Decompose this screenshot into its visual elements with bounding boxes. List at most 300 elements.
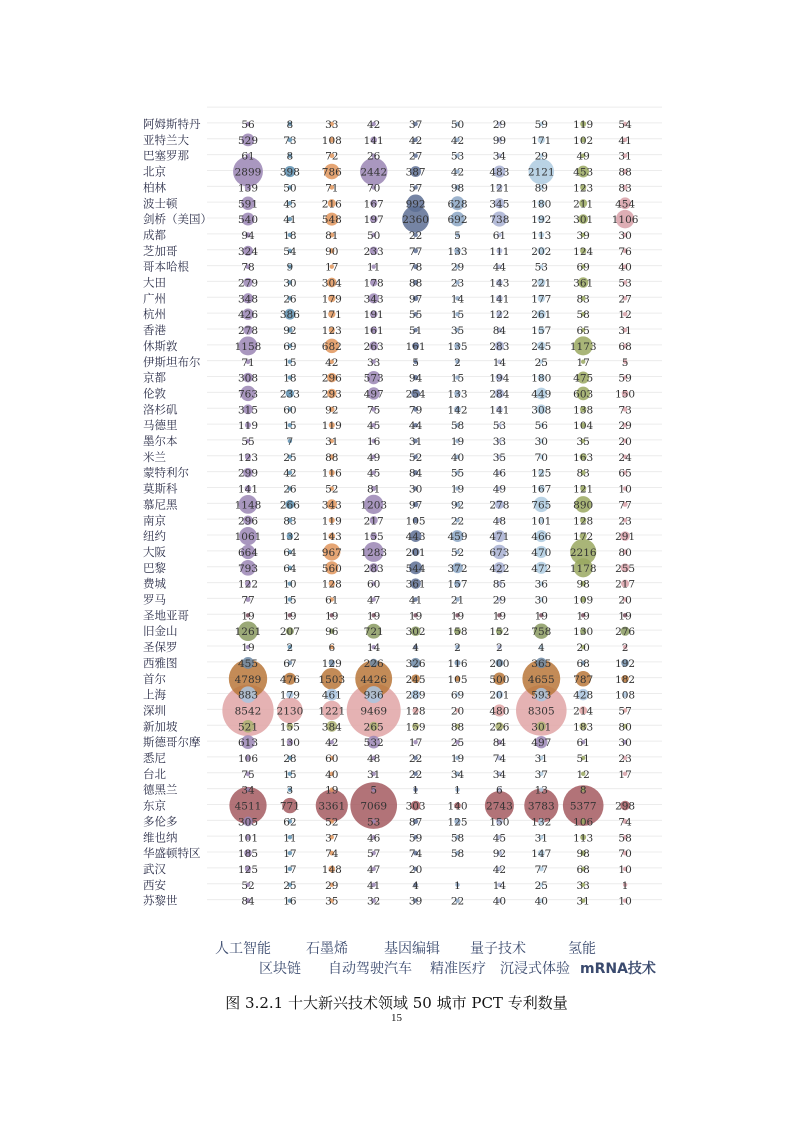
value-label: 19 [325, 784, 339, 797]
value-label: 30 [534, 436, 548, 448]
value-label: 31 [534, 753, 548, 765]
value-label: 128 [321, 578, 342, 591]
value-label: 53 [618, 277, 632, 290]
legend-label: 沉浸式体验 [500, 961, 570, 977]
value-label: 163 [573, 451, 594, 464]
value-label: 1503 [318, 673, 346, 686]
legend-label: 石墨烯 [306, 941, 348, 957]
value-label: 14 [492, 879, 507, 892]
value-label: 161 [363, 325, 384, 338]
value-label: 738 [489, 214, 510, 227]
city-label: 成都 [143, 227, 166, 242]
value-label: 303 [405, 800, 426, 813]
value-label: 245 [405, 673, 426, 686]
page-number: 15 [391, 1012, 402, 1024]
value-label: 119 [573, 119, 594, 131]
value-label: 97 [408, 499, 423, 512]
value-label: 721 [363, 626, 384, 639]
value-label: 185 [237, 848, 259, 861]
value-label: 74 [492, 753, 507, 765]
city-label: 大田 [143, 275, 166, 290]
value-label: 83 [618, 182, 632, 195]
value-label: 19 [492, 610, 507, 623]
value-label: 42 [492, 863, 507, 876]
value-label: 84 [492, 325, 507, 338]
value-label: 8542 [234, 705, 262, 718]
value-label: 42 [325, 737, 339, 750]
value-label: 22 [408, 753, 423, 765]
value-label: 470 [531, 546, 552, 559]
value-label: 55 [450, 467, 465, 480]
value-label: 31 [408, 436, 423, 448]
value-label: 10 [618, 483, 632, 496]
value-label: 217 [615, 578, 636, 591]
value-label: 16 [367, 436, 381, 448]
value-label: 58 [618, 832, 632, 845]
value-label: 69 [576, 261, 590, 274]
value-label: 560 [321, 562, 342, 575]
value-label: 39 [408, 895, 423, 908]
value-label: 19 [283, 610, 297, 623]
value-label: 72 [325, 150, 339, 163]
value-label: 345 [489, 198, 510, 211]
value-label: 326 [405, 657, 426, 670]
value-label: 453 [573, 166, 594, 179]
value-label: 19 [576, 610, 590, 623]
value-label: 75 [241, 768, 255, 781]
value-label: 2442 [360, 166, 388, 179]
value-label: 42 [408, 134, 423, 147]
value-label: 22 [408, 229, 423, 242]
value-label: 449 [531, 388, 552, 401]
value-label: 2 [454, 642, 461, 655]
value-label: 202 [531, 245, 552, 258]
value-label: 59 [618, 372, 632, 385]
value-label: 45 [492, 832, 507, 845]
value-label: 23 [618, 753, 632, 765]
value-label: 84 [241, 895, 255, 908]
value-label: 25 [450, 737, 465, 750]
value-label: 12 [618, 309, 632, 322]
value-label: 9 [286, 261, 294, 274]
value-label: 141 [237, 483, 259, 496]
value-label: 97 [408, 293, 423, 306]
value-label: 58 [450, 832, 465, 845]
value-label: 308 [531, 404, 552, 417]
value-label: 77 [241, 594, 255, 607]
value-label: 24 [618, 451, 632, 464]
value-label: 5 [370, 784, 378, 797]
city-label: 伊斯坦布尔 [143, 354, 201, 369]
value-label: 10 [618, 895, 632, 908]
value-label: 664 [237, 546, 259, 559]
value-label: 787 [573, 673, 594, 686]
value-label: 308 [237, 372, 259, 385]
legend-label: 氢能 [568, 941, 596, 957]
value-label: 106 [237, 753, 259, 765]
value-label: 64 [283, 546, 297, 559]
value-label: 23 [450, 277, 465, 290]
value-label: 74 [408, 848, 423, 861]
value-label: 16 [283, 895, 297, 908]
value-label: 471 [489, 531, 510, 544]
value-label: 593 [531, 689, 552, 702]
value-label: 132 [531, 816, 552, 829]
value-label: 2 [621, 642, 629, 655]
value-label: 182 [615, 673, 636, 686]
value-label: 201 [489, 689, 510, 702]
value-label: 289 [405, 689, 426, 702]
value-label: 85 [492, 578, 507, 591]
value-label: 119 [321, 420, 342, 433]
value-label: 58 [576, 309, 590, 322]
value-label: 19 [450, 753, 465, 765]
value-label: 26 [367, 150, 381, 163]
value-label: 40 [534, 895, 548, 908]
value-label: 150 [489, 816, 510, 829]
city-label: 南京 [143, 513, 166, 528]
value-label: 278 [489, 499, 510, 512]
value-label: 52 [325, 816, 339, 829]
value-label: 87 [408, 816, 423, 829]
value-label: 130 [573, 626, 594, 639]
value-label: 88 [618, 166, 632, 179]
value-label: 65 [618, 467, 632, 480]
value-label: 4511 [234, 800, 262, 813]
value-label: 8 [286, 119, 294, 131]
city-label: 西雅图 [143, 655, 178, 670]
value-label: 398 [279, 166, 300, 179]
value-label: 428 [573, 689, 594, 702]
value-label: 64 [283, 562, 297, 575]
value-label: 29 [492, 119, 507, 131]
city-label: 圣地亚哥 [143, 608, 189, 623]
value-label: 27 [618, 293, 632, 306]
city-label: 旧金山 [143, 624, 178, 639]
value-label: 123 [573, 182, 594, 195]
value-label: 216 [321, 198, 342, 211]
value-label: 20 [408, 863, 423, 876]
value-label: 98 [450, 182, 465, 195]
value-label: 121 [573, 483, 594, 496]
value-label: 15 [283, 768, 297, 781]
value-label: 141 [363, 134, 384, 147]
city-label: 维也纳 [143, 830, 178, 845]
city-label: 斯德哥尔摩 [143, 735, 201, 750]
value-label: 497 [531, 737, 552, 750]
value-label: 3783 [527, 800, 555, 813]
value-label: 1158 [234, 340, 262, 353]
value-label: 99 [492, 134, 507, 147]
value-label: 1261 [234, 626, 262, 639]
city-label: 德黑兰 [143, 782, 178, 797]
value-label: 140 [447, 800, 468, 813]
value-label: 71 [241, 356, 255, 369]
value-label: 283 [363, 562, 384, 575]
city-label: 伦敦 [143, 386, 166, 401]
city-label: 亚特兰大 [143, 132, 189, 147]
value-label: 80 [618, 721, 632, 734]
value-label: 1148 [234, 499, 262, 512]
city-label: 大阪 [143, 544, 166, 559]
value-label: 49 [576, 150, 590, 163]
value-label: 52 [408, 451, 423, 464]
value-label: 1178 [569, 562, 597, 575]
value-label: 49 [367, 451, 381, 464]
city-label: 波士顿 [143, 196, 178, 211]
legend-label: 量子技术 [470, 941, 526, 957]
value-label: 48 [367, 753, 381, 765]
value-label: 58 [450, 848, 465, 861]
value-label: 167 [363, 198, 384, 211]
city-label: 罗马 [143, 592, 166, 607]
value-label: 14 [450, 293, 465, 306]
city-label: 台北 [143, 766, 166, 781]
value-label: 71 [325, 182, 339, 195]
value-label: 1 [621, 879, 629, 892]
city-label: 米兰 [143, 449, 166, 464]
value-label: 159 [405, 721, 426, 734]
legend-label: 基因编辑 [384, 941, 440, 957]
value-label: 178 [363, 277, 384, 290]
gridlines [207, 107, 662, 900]
value-label: 74 [618, 816, 632, 829]
value-label: 967 [321, 546, 342, 559]
value-label: 128 [573, 515, 594, 528]
value-label: 4655 [527, 673, 555, 686]
value-label: 301 [573, 214, 594, 227]
value-label: 138 [573, 404, 594, 417]
value-label: 34 [492, 768, 507, 781]
value-label: 49 [492, 483, 507, 496]
value-label: 37 [325, 832, 339, 845]
value-label: 70 [367, 182, 381, 195]
value-label: 22 [450, 895, 465, 908]
legend-label: 人工智能 [215, 941, 271, 957]
value-label: 141 [489, 404, 510, 417]
value-label: 483 [489, 166, 510, 179]
value-label: 25 [283, 451, 297, 464]
value-label: 33 [367, 356, 381, 369]
value-label: 119 [321, 515, 342, 528]
value-label: 92 [283, 325, 297, 338]
legend-label: 自动驾驶汽车 [328, 961, 412, 977]
city-label: 巴塞罗那 [143, 148, 189, 163]
value-label: 301 [531, 721, 552, 734]
value-label: 41 [367, 879, 381, 892]
value-label: 343 [321, 499, 342, 512]
value-label: 17 [325, 261, 339, 274]
value-label: 40 [492, 895, 507, 908]
value-label: 278 [237, 325, 259, 338]
city-label: 休斯敦 [143, 338, 178, 353]
value-label: 284 [489, 388, 510, 401]
value-label: 692 [447, 214, 468, 227]
value-label: 2360 [402, 214, 429, 227]
value-label: 13 [534, 784, 548, 797]
value-label: 61 [325, 594, 339, 607]
value-label: 121 [489, 182, 510, 195]
value-label: 39 [576, 229, 590, 242]
value-label: 73 [283, 134, 297, 147]
value-label: 125 [447, 816, 468, 829]
value-label: 35 [492, 451, 507, 464]
value-label: 75 [367, 404, 381, 417]
value-label: 19 [450, 436, 465, 448]
value-label: 51 [408, 325, 423, 338]
value-label: 57 [367, 848, 381, 861]
value-label: 76 [618, 245, 632, 258]
value-label: 324 [237, 245, 259, 258]
value-label: 21 [450, 594, 465, 607]
value-label: 29 [325, 879, 339, 892]
value-label: 60 [367, 578, 381, 591]
value-label: 32 [367, 895, 381, 908]
value-label: 167 [531, 483, 552, 496]
value-label: 5 [412, 356, 419, 369]
value-label: 35 [325, 895, 339, 908]
value-label: 422 [489, 562, 510, 575]
value-label: 41 [283, 214, 297, 227]
value-label: 155 [279, 721, 300, 734]
value-label: 18 [283, 229, 297, 242]
value-label: 19 [408, 610, 423, 623]
value-label: 152 [489, 626, 510, 639]
value-label: 108 [615, 689, 636, 702]
value-label: 1 [454, 879, 461, 892]
value-label: 143 [321, 531, 342, 544]
value-label: 130 [279, 737, 300, 750]
value-label: 45 [283, 198, 297, 211]
value-label: 30 [283, 277, 297, 290]
value-label: 148 [321, 863, 342, 876]
value-label: 2 [286, 642, 294, 655]
value-label: 52 [241, 879, 255, 892]
value-label: 50 [283, 182, 297, 195]
value-label: 53 [450, 150, 465, 163]
value-label: 34 [492, 150, 507, 163]
value-label: 28 [283, 753, 297, 765]
value-label: 226 [489, 721, 510, 734]
value-label: 50 [450, 119, 465, 131]
value-label: 56 [534, 420, 548, 433]
value-label: 56 [241, 119, 255, 131]
value-label: 1283 [360, 546, 388, 559]
city-label: 阿姆斯特丹 [143, 117, 201, 131]
value-label: 211 [573, 198, 594, 211]
value-label: 42 [283, 467, 297, 480]
value-label: 69 [450, 689, 465, 702]
value-label: 8 [286, 150, 294, 163]
value-label: 4 [412, 879, 419, 892]
value-label: 79 [408, 404, 423, 417]
value-label: 52 [450, 546, 465, 559]
value-label: 46 [492, 467, 507, 480]
value-label: 26 [283, 483, 297, 496]
city-label: 芝加哥 [143, 243, 178, 258]
value-label: 31 [618, 325, 632, 338]
value-label: 180 [531, 198, 552, 211]
value-label: 443 [405, 531, 426, 544]
value-label: 53 [492, 420, 507, 433]
value-label: 793 [237, 562, 259, 575]
value-label: 133 [447, 388, 468, 401]
value-label: 109 [573, 594, 594, 607]
value-label: 123 [321, 325, 342, 338]
value-label: 46 [367, 832, 381, 845]
value-label: 30 [618, 737, 632, 750]
value-label: 108 [321, 134, 342, 147]
value-label: 4426 [360, 673, 388, 686]
value-label: 29 [618, 420, 632, 433]
value-label: 387 [405, 166, 426, 179]
value-label: 245 [531, 340, 552, 353]
value-label: 19 [241, 642, 255, 655]
value-label: 461 [321, 689, 342, 702]
city-label: 圣保罗 [143, 640, 178, 655]
value-label: 147 [531, 848, 552, 861]
value-label: 298 [615, 800, 636, 813]
value-label: 14 [492, 356, 507, 369]
value-label: 191 [363, 309, 384, 322]
value-label: 361 [405, 578, 426, 591]
value-label: 455 [237, 657, 259, 670]
value-label: 6 [496, 784, 503, 797]
value-label: 84 [408, 467, 423, 480]
value-label: 53 [367, 816, 381, 829]
value-label: 992 [405, 198, 426, 211]
city-label: 马德里 [143, 418, 178, 433]
value-label: 59 [408, 832, 423, 845]
value-label: 42 [450, 166, 465, 179]
value-label: 57 [408, 182, 423, 195]
value-label: 192 [615, 657, 636, 670]
value-label: 45 [367, 420, 381, 433]
city-label: 北京 [143, 164, 166, 179]
value-label: 19 [241, 610, 255, 623]
value-label: 192 [531, 214, 552, 227]
city-label: 多伦多 [143, 814, 178, 829]
value-label: 116 [447, 657, 468, 670]
value-label: 179 [321, 293, 342, 306]
value-label: 266 [279, 499, 300, 512]
value-label: 133 [447, 245, 468, 258]
value-label: 180 [531, 372, 552, 385]
value-label: 500 [489, 673, 510, 686]
figure-caption: 图 3.2.1 十大新兴技术领域 50 城市 PCT 专利数量 [225, 994, 568, 1012]
value-label: 139 [237, 182, 259, 195]
value-label: 35 [450, 325, 465, 338]
value-label: 158 [447, 626, 468, 639]
value-label: 27 [408, 150, 423, 163]
legend-label: 区块链 [259, 961, 301, 977]
value-label: 628 [447, 198, 468, 211]
city-label: 京都 [143, 370, 166, 385]
city-label: 慕尼黑 [143, 497, 178, 512]
value-label: 765 [531, 499, 552, 512]
value-label: 33 [576, 879, 590, 892]
value-label: 15 [450, 309, 465, 322]
value-label: 70 [618, 848, 632, 861]
city-label: 墨尔本 [143, 434, 178, 448]
value-label: 305 [237, 816, 259, 829]
value-label: 19 [325, 610, 339, 623]
value-label: 73 [618, 404, 632, 417]
value-label: 476 [279, 673, 300, 686]
city-label: 巴黎 [143, 560, 166, 575]
value-label: 122 [237, 578, 259, 591]
value-label: 60 [325, 753, 339, 765]
